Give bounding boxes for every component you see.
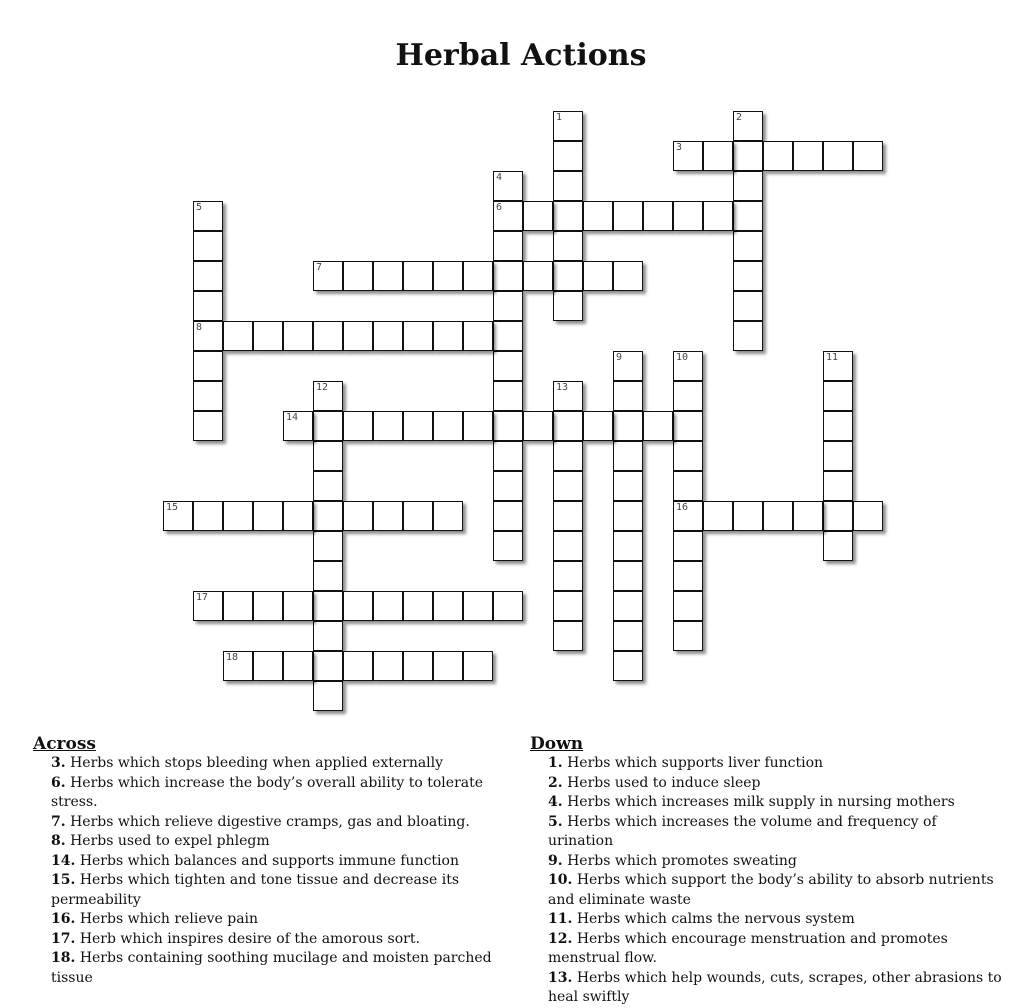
grid-cell[interactable] [373, 651, 403, 681]
grid-cell[interactable] [193, 381, 223, 411]
grid-cell[interactable] [553, 501, 583, 531]
grid-cell[interactable] [673, 411, 703, 441]
grid-cell[interactable] [703, 141, 733, 171]
grid-cell[interactable] [673, 561, 703, 591]
grid-cell[interactable] [313, 621, 343, 651]
grid-cell[interactable] [493, 441, 523, 471]
grid-cell[interactable] [313, 681, 343, 711]
grid-cell[interactable] [193, 351, 223, 381]
grid-cell[interactable] [313, 591, 343, 621]
grid-cell[interactable] [253, 321, 283, 351]
across-clue: 18. Herbs containing soothing mucilage and moisten parched tissue [51, 950, 492, 986]
grid-cell[interactable] [673, 591, 703, 621]
down-clue: 5. Herbs which increases the volume and frequency of urination [548, 813, 937, 849]
grid-cell[interactable] [403, 411, 433, 441]
grid-cell[interactable] [493, 411, 523, 441]
across-clue: 7. Herbs which relieve digestive cramps, gas and bloating. [51, 813, 470, 830]
grid-cell[interactable] [343, 321, 373, 351]
grid-cell[interactable] [283, 501, 313, 531]
across-clue: 8. Herbs used to expel phlegm [51, 833, 270, 849]
grid-cell[interactable] [553, 531, 583, 561]
grid-cell[interactable] [613, 591, 643, 621]
clue-number: 10 [676, 352, 689, 363]
puzzle-title: Herbal Actions [395, 38, 647, 73]
grid-cell[interactable] [613, 531, 643, 561]
grid-cell[interactable] [193, 411, 223, 441]
grid-cell[interactable] [613, 501, 643, 531]
grid-cell[interactable] [553, 261, 583, 291]
clue-number: 3 [676, 142, 683, 153]
down-heading: Down [530, 734, 584, 754]
clue-number: 1 [556, 112, 563, 123]
grid-cell[interactable] [343, 411, 373, 441]
grid-cell[interactable] [613, 261, 643, 291]
grid-cell[interactable] [733, 201, 763, 231]
grid-cell[interactable] [193, 201, 223, 231]
clue-number: 18 [226, 652, 239, 663]
grid-cell[interactable] [553, 141, 583, 171]
grid-cell[interactable] [553, 381, 583, 411]
grid-cell[interactable] [433, 321, 463, 351]
grid-cell[interactable] [673, 501, 703, 531]
grid-cell[interactable] [373, 411, 403, 441]
grid-cell[interactable] [373, 591, 403, 621]
clue-number: 11 [826, 352, 839, 363]
grid-cell[interactable] [343, 591, 373, 621]
grid-cell[interactable] [523, 261, 553, 291]
grid-cell[interactable] [823, 441, 853, 471]
across-clues [33, 734, 523, 988]
grid-cell[interactable] [373, 321, 403, 351]
grid-cell[interactable] [673, 201, 703, 231]
down-clues [530, 734, 1005, 1008]
grid-cell[interactable] [433, 591, 463, 621]
clue-number: 13 [556, 382, 569, 393]
grid-cell[interactable] [283, 591, 313, 621]
grid-cell[interactable] [313, 561, 343, 591]
grid-cell[interactable] [613, 621, 643, 651]
grid-cell[interactable] [493, 201, 523, 231]
grid-cell[interactable] [613, 351, 643, 381]
grid-cell[interactable] [493, 351, 523, 381]
grid-cell[interactable] [193, 231, 223, 261]
grid-cell[interactable] [853, 141, 883, 171]
grid-cell[interactable] [613, 411, 643, 441]
grid-cell[interactable] [193, 591, 223, 621]
across-clue: 17. Herb which inspires desire of the amorous sort. [51, 930, 420, 947]
grid-cell[interactable] [463, 411, 493, 441]
grid-cell[interactable] [193, 321, 223, 351]
grid-cell[interactable] [673, 141, 703, 171]
grid-cell[interactable] [613, 381, 643, 411]
grid-cell[interactable] [283, 411, 313, 441]
grid-cell[interactable] [553, 441, 583, 471]
grid-cell[interactable] [253, 651, 283, 681]
grid-cell[interactable] [343, 501, 373, 531]
grid-cell[interactable] [613, 441, 643, 471]
grid-cell[interactable] [733, 321, 763, 351]
grid-cell[interactable] [193, 291, 223, 321]
grid-cell[interactable] [313, 651, 343, 681]
down-clue: 12. Herbs which encourage menstruation and promotes menstrual flow. [548, 930, 948, 966]
across-clue: 14. Herbs which balances and supports immune function [51, 852, 459, 869]
grid-cell[interactable] [613, 201, 643, 231]
grid-cell[interactable] [463, 591, 493, 621]
grid-cell[interactable] [733, 291, 763, 321]
across-clue: 15. Herbs which tighten and tone tissue and decrease its permeability [51, 872, 460, 908]
grid-cell[interactable] [493, 321, 523, 351]
grid-cell[interactable] [733, 171, 763, 201]
grid-cell[interactable] [823, 351, 853, 381]
clue-number: 4 [496, 172, 503, 183]
grid-cell[interactable] [433, 651, 463, 681]
grid-cell[interactable] [703, 501, 733, 531]
grid-cell[interactable] [493, 501, 523, 531]
down-clue: 2. Herbs used to induce sleep [548, 774, 761, 791]
grid-cell[interactable] [433, 411, 463, 441]
grid-cell[interactable] [223, 501, 253, 531]
grid-cell[interactable] [823, 531, 853, 561]
grid-cell[interactable] [493, 591, 523, 621]
grid-cell[interactable] [223, 651, 253, 681]
grid-cell[interactable] [493, 381, 523, 411]
grid-cell[interactable] [673, 471, 703, 501]
grid-cell[interactable] [373, 261, 403, 291]
grid-cell[interactable] [463, 261, 493, 291]
grid-cell[interactable] [673, 351, 703, 381]
grid-cell[interactable] [673, 381, 703, 411]
grid-cell[interactable] [523, 201, 553, 231]
grid-cell[interactable] [403, 591, 433, 621]
clue-number: 17 [196, 592, 209, 603]
grid-cell[interactable] [403, 501, 433, 531]
grid-cell[interactable] [313, 471, 343, 501]
grid-cell[interactable] [553, 621, 583, 651]
down-clue: 13. Herbs which help wounds, cuts, scrapes, other abrasions to heal swiftly [548, 969, 1002, 1005]
clue-number: 16 [676, 502, 689, 513]
grid-cell[interactable] [673, 441, 703, 471]
grid-cell[interactable] [493, 471, 523, 501]
grid-cell[interactable] [643, 411, 673, 441]
grid-cell[interactable] [463, 651, 493, 681]
grid-cell[interactable] [583, 261, 613, 291]
clue-number: 7 [316, 262, 323, 273]
grid-cell[interactable] [253, 501, 283, 531]
grid-cell[interactable] [523, 411, 553, 441]
grid-cell[interactable] [553, 591, 583, 621]
grid-cell[interactable] [403, 651, 433, 681]
grid-cell[interactable] [673, 621, 703, 651]
clue-number: 14 [286, 412, 299, 423]
grid-cell[interactable] [313, 501, 343, 531]
grid-cell[interactable] [553, 411, 583, 441]
grid-cell[interactable] [793, 501, 823, 531]
across-heading: Across [33, 734, 96, 754]
grid-cell[interactable] [583, 201, 613, 231]
grid-cell[interactable] [493, 531, 523, 561]
grid-cell[interactable] [823, 381, 853, 411]
grid-cell[interactable] [163, 501, 193, 531]
grid-cell[interactable] [763, 501, 793, 531]
grid-cell[interactable] [823, 501, 853, 531]
grid-cell[interactable] [313, 261, 343, 291]
grid-cell[interactable] [493, 291, 523, 321]
grid-cell[interactable] [673, 531, 703, 561]
grid-cell[interactable] [313, 531, 343, 561]
grid-cell[interactable] [553, 471, 583, 501]
grid-cell[interactable] [403, 321, 433, 351]
grid-cell[interactable] [253, 591, 283, 621]
grid-cell[interactable] [703, 201, 733, 231]
grid-cell[interactable] [193, 501, 223, 531]
grid-cell[interactable] [763, 141, 793, 171]
grid-cell[interactable] [853, 501, 883, 531]
grid-cell[interactable] [193, 261, 223, 291]
grid-cell[interactable] [343, 261, 373, 291]
across-clue: 16. Herbs which relieve pain [51, 911, 259, 927]
grid-cell[interactable] [733, 501, 763, 531]
grid-cell[interactable] [283, 321, 313, 351]
clue-number: 6 [496, 202, 503, 213]
grid-cell[interactable] [553, 291, 583, 321]
grid-cell[interactable] [823, 471, 853, 501]
grid-cell[interactable] [223, 591, 253, 621]
grid-cell[interactable] [493, 261, 523, 291]
grid-cell[interactable] [553, 561, 583, 591]
grid-cell[interactable] [463, 321, 493, 351]
grid-cell[interactable] [493, 231, 523, 261]
grid-cell[interactable] [583, 411, 613, 441]
grid-cell[interactable] [613, 561, 643, 591]
grid-cell[interactable] [553, 111, 583, 141]
grid-cell[interactable] [343, 651, 373, 681]
grid-cell[interactable] [433, 261, 463, 291]
grid-cell[interactable] [733, 261, 763, 291]
grid-cell[interactable] [823, 141, 853, 171]
grid-cell[interactable] [223, 321, 253, 351]
grid-cell[interactable] [283, 651, 313, 681]
down-clue: 11. Herbs which calms the nervous system [548, 911, 855, 927]
grid-cell[interactable] [433, 501, 463, 531]
grid-cell[interactable] [553, 201, 583, 231]
grid-cell[interactable] [553, 171, 583, 201]
grid-cell[interactable] [613, 471, 643, 501]
across-clue: 6. Herbs which increase the body’s overall ability to tolerate stress. [51, 774, 484, 810]
grid-cell[interactable] [793, 141, 823, 171]
grid-cell[interactable] [313, 381, 343, 411]
clue-number: 5 [196, 202, 203, 213]
grid-cell[interactable] [313, 411, 343, 441]
grid-cell[interactable] [733, 111, 763, 141]
grid-cell[interactable] [643, 201, 673, 231]
clue-number: 9 [616, 352, 623, 363]
grid-cell[interactable] [553, 231, 583, 261]
grid-cell[interactable] [613, 651, 643, 681]
grid-cell[interactable] [403, 261, 433, 291]
down-clue: 1. Herbs which supports liver function [548, 755, 824, 771]
grid-cell[interactable] [733, 141, 763, 171]
grid-cell[interactable] [313, 321, 343, 351]
grid-cell[interactable] [373, 501, 403, 531]
across-clue: 3. Herbs which stops bleeding when applied externally [51, 755, 444, 771]
grid-cell[interactable] [733, 231, 763, 261]
clue-number: 2 [736, 112, 743, 123]
grid-cell[interactable] [493, 171, 523, 201]
clue-number: 15 [166, 502, 179, 513]
down-clue: 10. Herbs which support the body’s ability to absorb nutrients and eliminate waste [548, 872, 994, 908]
grid-cell[interactable] [823, 411, 853, 441]
clue-number: 12 [316, 382, 329, 393]
down-clue: 9. Herbs which promotes sweating [548, 852, 797, 869]
clue-number: 8 [196, 322, 203, 333]
down-clue: 4. Herbs which increases milk supply in nursing mothers [548, 794, 955, 810]
grid-cell[interactable] [313, 441, 343, 471]
